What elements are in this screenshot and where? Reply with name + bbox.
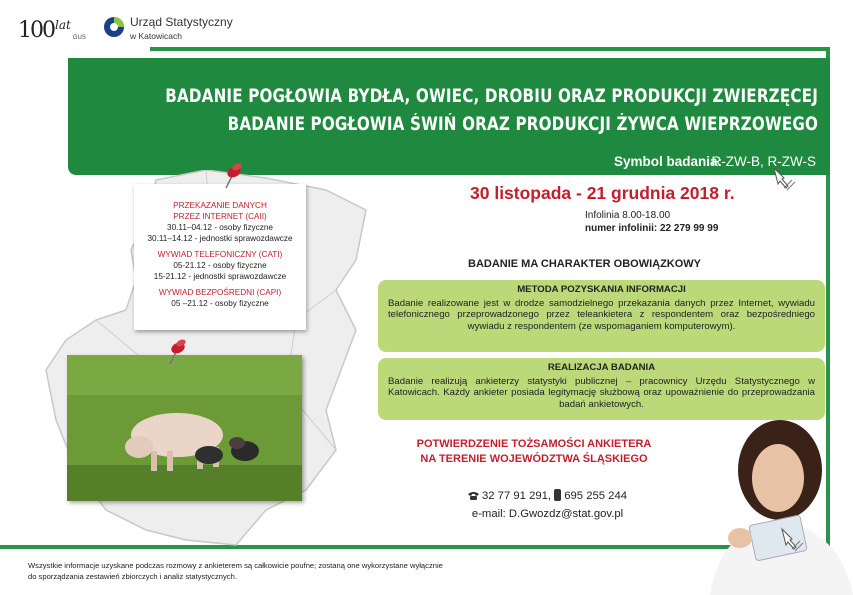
phone-interview-row-2: 15-21.12 - jednostki sprawozdawcze: [153, 272, 287, 281]
method-box: [378, 280, 825, 352]
internet-heading-1: PRZEKAZANIE DANYCH: [173, 201, 267, 210]
infoline-hours: Infolinia 8.00-18.00: [585, 210, 671, 221]
hand-pointer-icon: [770, 166, 798, 192]
method-heading: METODA POZYSKANIA INFORMACJI: [517, 284, 686, 295]
internet-row-2: 30.11–14.12 - jednostki sprawozdawcze: [147, 234, 293, 243]
internet-heading-2: PRZEZ INTERNET (CAII): [173, 212, 267, 221]
title-line-1: BADANIE POGŁOWIA BYDŁA, OWIEC, DROBIU ORAZ PRODUKCJI ZWIERZĘCEJ: [165, 86, 818, 107]
office-name-line: Urząd Statystyczny: [130, 15, 233, 29]
hand-pointer-icon: [778, 527, 806, 553]
anniversary-logo: [18, 12, 86, 48]
pigs-photo: [67, 355, 302, 501]
footer-line-2: do sporządzania zestawień zbiorczych i analiz statystycznych.: [28, 572, 237, 581]
interviewer-photo: [690, 420, 853, 595]
phone-interview-row-1: 05-21.12 - osoby fizyczne: [173, 261, 267, 270]
footer-line-1: Wszystkie informacje uzyskane podczas rozmowy z ankieterem są całkowicie poufne; zostaną one wykorzystane wyłącznie: [28, 561, 443, 570]
contact-block: [440, 487, 655, 523]
internet-row-1: 30.11–04.12 - osoby fizyczne: [167, 223, 273, 232]
phone-interview-heading: WYWIAD TELEFONICZNY (CATI): [157, 250, 283, 259]
mobile-number[interactable]: 695 255 244: [564, 490, 628, 502]
mandatory-notice: BADANIE MA CHARAKTER OBOWIĄZKOWY: [468, 258, 702, 270]
pushpin-icon: [218, 160, 248, 190]
phone-number[interactable]: 32 77 91 291,: [481, 490, 552, 502]
method-text: Badanie realizowane jest w drodze samodzielnego przekazania danych przez Internet, wywiadu telefonicznego przeprowadzonego przez teleankietera z respondentem oraz bezpośredniego wywiadu z respondentem (ze wspomaganiem komputerowym).: [388, 297, 815, 332]
mobile-phone-icon: [554, 489, 561, 501]
realization-heading: REALIZACJA BADANIA: [547, 362, 656, 373]
logo-lat: lat: [55, 18, 71, 32]
direct-interview-heading: WYWIAD BEZPOŚREDNI (CAPI): [158, 288, 282, 297]
infoline-block: [585, 209, 718, 235]
confirmation-line-1: POTWIERDZENIE TOŻSAMOŚCI ANKIETERA: [416, 438, 652, 450]
email-address[interactable]: e-mail: D.Gwozdz@stat.gov.pl: [471, 508, 624, 520]
identity-confirmation: [393, 437, 675, 467]
logo-gus: GUS: [72, 35, 86, 41]
frame-top-line: [150, 47, 830, 51]
symbol-value: R-ZW-B, R-ZW-S: [711, 154, 816, 169]
realization-text: Badanie realizują ankieterzy statystyki publicznej – pracownicy Urzędu Statystycznego w Katowicach. Każdy ankieter posiada legitymację służbową oraz upoważnienie do przeprowadzania badań ankietowych.: [388, 375, 815, 410]
statistical-office-logo-icon: [103, 16, 125, 38]
title-banner: [68, 58, 830, 175]
direct-interview-row-1: 05 –21.12 - osoby fizyczne: [171, 299, 269, 308]
infoline-number: 22 279 99 99: [660, 223, 719, 234]
office-city-line: w Katowicach: [130, 31, 182, 41]
data-collection-schedule-card: [134, 184, 306, 330]
office-name: [130, 15, 233, 43]
title-line-2: BADANIE POGŁOWIA ŚWIŃ ORAZ PRODUKCJI ŻYWCA WIEPRZOWEGO: [227, 114, 818, 135]
telephone-icon: [468, 491, 479, 500]
symbol-label: Symbol badania:: [613, 154, 722, 169]
pushpin-icon: [162, 336, 192, 366]
logo-hundred: 100: [18, 17, 54, 43]
survey-dates: 30 listopada - 21 grudnia 2018 r.: [470, 183, 735, 203]
realization-box: [378, 358, 825, 420]
infoline-number-label: numer infolinii:: [585, 223, 658, 234]
confidentiality-footer: [28, 560, 588, 582]
confirmation-line-2: NA TERENIE WOJEWÓDZTWA ŚLĄSKIEGO: [420, 453, 648, 465]
